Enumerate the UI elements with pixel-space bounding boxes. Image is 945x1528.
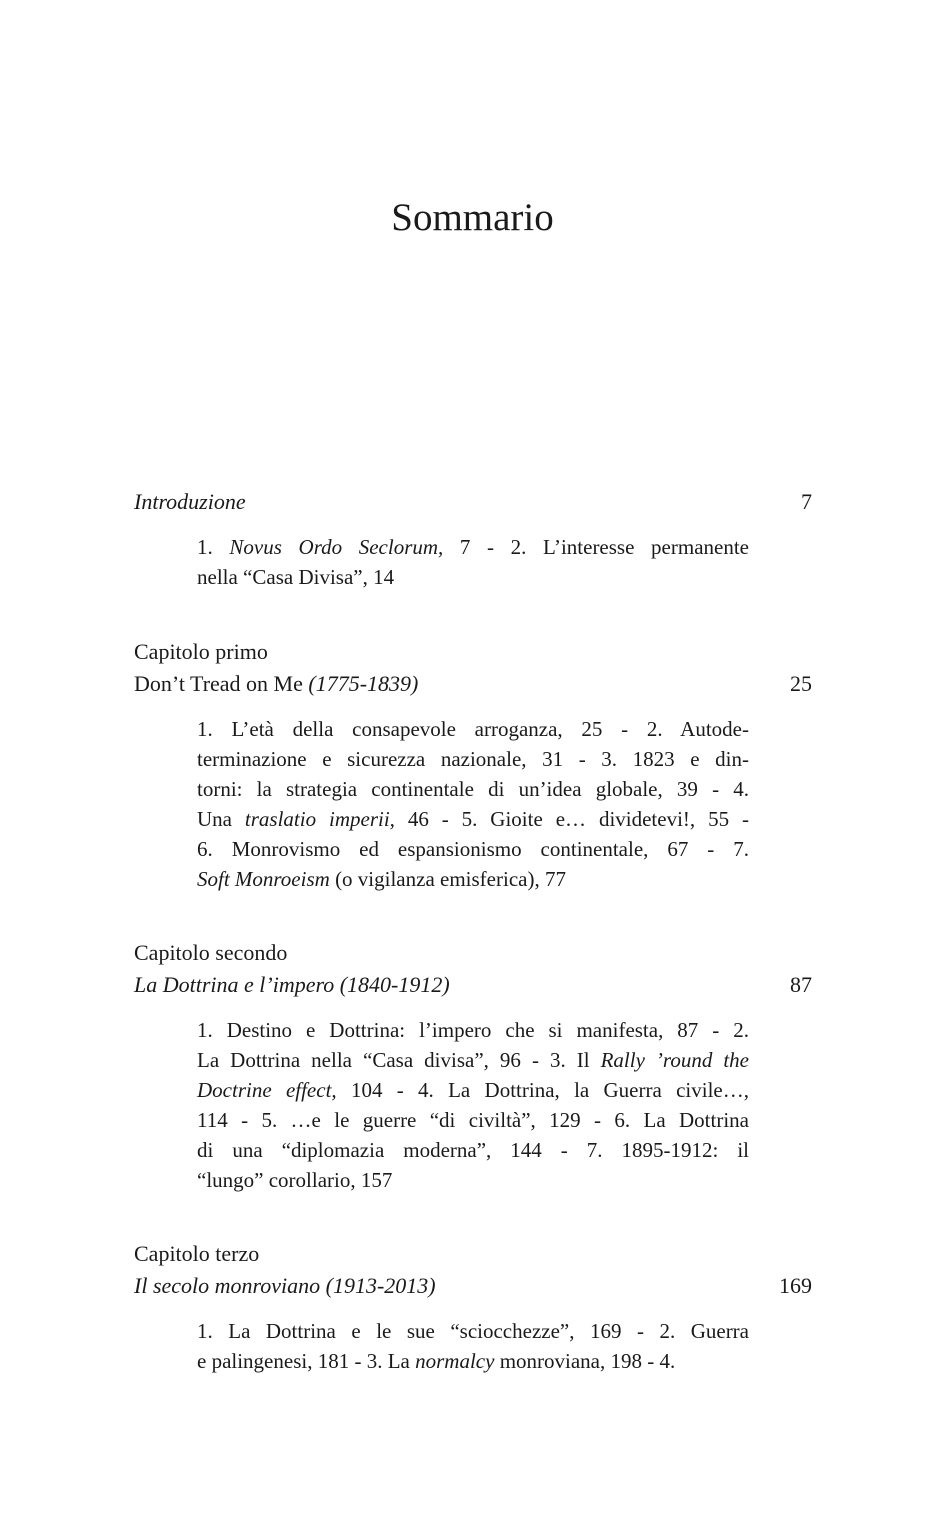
summary-line [197, 1015, 749, 1045]
italic-term: Novus Ordo Seclorum, [229, 535, 444, 559]
summary-line [197, 804, 749, 834]
chapter-dates: (1913-2013) [325, 1273, 436, 1298]
page-number: 25 [790, 671, 812, 696]
section-summary [197, 1015, 749, 1195]
italic-term: Soft Monroeism [197, 867, 330, 891]
chapter-heading [134, 969, 812, 1001]
summary-line [197, 714, 749, 744]
page-number: 87 [790, 972, 812, 997]
summary-text: 46 - 5. Gioite e… dividetevi!, 55 - [394, 807, 749, 831]
chapter-title: Introduzione [134, 489, 246, 514]
summary-line [197, 1346, 749, 1376]
chapter-title: La Dottrina e l’impero [134, 972, 340, 997]
italic-term: Rally ’round the [600, 1048, 749, 1072]
toc-entry-introduzione [134, 486, 812, 592]
summary-text: “lungo” corollario, 157 [197, 1168, 393, 1192]
chapter-label: Capitolo secondo [134, 940, 288, 965]
summary-text: di una “diplomazia moderna”, 144 - 7. 1895-1912: il [197, 1138, 749, 1162]
summary-line [197, 1165, 749, 1195]
summary-text: 6. Monrovismo ed espansionismo continentale, 67 - 7. [197, 837, 749, 861]
summary-text: 114 - 5. …e le guerre “di civiltà”, 129 - 6. La Dottrina [197, 1108, 749, 1132]
summary-text: terminazione e sicurezza nazionale, 31 - 3. 1823 e din- [197, 747, 749, 771]
section-summary [197, 1316, 749, 1376]
italic-term: normalcy [415, 1349, 495, 1373]
summary-text: La Dottrina nella “Casa divisa”, 96 - 3. Il [197, 1048, 601, 1072]
summary-line [197, 532, 749, 562]
summary-text: monroviana, 198 - 4. [494, 1349, 676, 1373]
chapter-dates: (1775-1839) [308, 671, 419, 696]
chapter-label: Capitolo primo [134, 639, 268, 664]
summary-line [197, 1075, 749, 1105]
chapter-title: Don’t Tread on Me [134, 671, 309, 696]
summary-text: (o vigilanza emisferica), 77 [329, 867, 566, 891]
summary-line [197, 1105, 749, 1135]
summary-text: torni: la strategia continentale di un’idea globale, 39 - 4. [197, 777, 749, 801]
summary-text: 1. La Dottrina e le sue “sciocchezze”, 169 - 2. Guerra [197, 1319, 749, 1343]
page-number: 7 [801, 489, 812, 514]
page-number: 169 [779, 1273, 812, 1298]
chapter-label: Capitolo terzo [134, 1241, 260, 1266]
chapter-dates: (1840-1912) [339, 972, 450, 997]
chapter-title: Il secolo monroviano [134, 1273, 326, 1298]
toc-entry-capitolo-secondo [134, 937, 812, 1195]
summary-text: 104 - 4. La Dottrina, la Guerra civile…, [336, 1078, 750, 1102]
summary-text: 1. L’età della consapevole arroganza, 25 - 2. Autode- [197, 717, 749, 741]
italic-term: Doctrine effect, [197, 1078, 337, 1102]
summary-text: 7 - 2. L’interesse permanente [443, 535, 749, 559]
summary-line [197, 834, 749, 864]
summary-text: Una [197, 807, 245, 831]
chapter-heading [134, 486, 812, 518]
toc-entry-capitolo-primo [134, 636, 812, 894]
summary-text: 1. [197, 535, 230, 559]
summary-line [197, 1135, 749, 1165]
summary-line [197, 864, 749, 894]
summary-text: nella “Casa Divisa”, 14 [197, 565, 395, 589]
summary-line [197, 1316, 749, 1346]
section-summary [197, 714, 749, 894]
italic-term: traslatio imperii, [244, 807, 395, 831]
section-summary [197, 532, 749, 592]
summary-text: 1. Destino e Dottrina: l’impero che si manifesta, 87 - 2. [197, 1018, 749, 1042]
summary-line [197, 562, 749, 592]
summary-line [197, 774, 749, 804]
summary-text: e palingenesi, 181 - 3. La [197, 1349, 416, 1373]
page-title: Sommario [391, 196, 554, 239]
summary-line [197, 1045, 749, 1075]
summary-line [197, 744, 749, 774]
toc-entry-capitolo-terzo [134, 1238, 812, 1376]
chapter-heading [134, 668, 812, 700]
chapter-heading [134, 1270, 812, 1302]
